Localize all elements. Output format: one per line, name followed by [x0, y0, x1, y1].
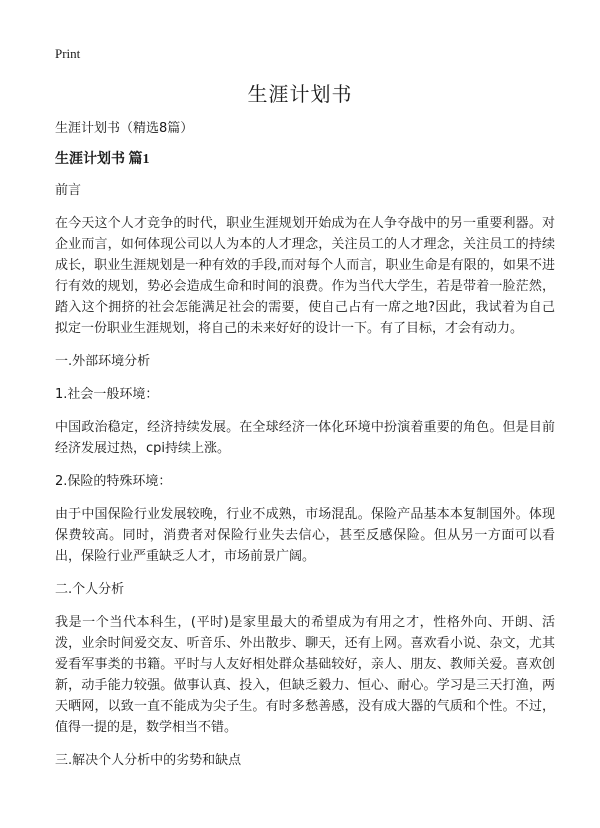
- document-body: [55, 118, 555, 771]
- subheading-social-environment: 1.社会一般环境：: [55, 387, 159, 402]
- heading-personal-analysis: 二.个人分析: [55, 582, 125, 597]
- personal-analysis-paragraph: 我是一个当代本科生，(平时)是家里最大的希望成为有用之才，性格外向、开朗、活泼，业余时间爱交友、听音乐、外出散步、聊天，还有上网。喜欢看小说、杂文，尤其爱看军事类的书籍。平时与人友好相处群众基础较好，亲人、朋友、教师关爱。喜欢创新，动手能力较强。做事认真、投入，但缺乏毅力、恒心、耐心。学习是三天打渔，两天晒网，以致一直不能成为尖子生。有时多愁善感，没有成大器的气质和个性。不过，值得一提的是，数学相当不错。: [55, 615, 555, 735]
- subheading-insurance-environment: 2.保险的特殊环境：: [55, 474, 172, 489]
- print-link[interactable]: Print: [55, 46, 81, 61]
- preface-label: 前言: [55, 183, 82, 198]
- insurance-environment-paragraph: 由于中国保险行业发展较晚，行业不成熟，市场混乱。保险产品基本本复制国外。体现保费较高。同时，消费者对保险行业失去信心，甚至反感保险。但从另一方面可以看出，保险行业严重缺乏人才，市场前景广阔。: [55, 507, 555, 564]
- section-heading: 生涯计划书 篇1: [55, 152, 150, 167]
- heading-weakness-solutions: 三.解决个人分析中的劣势和缺点: [55, 753, 242, 768]
- preface-paragraph: 在今天这个人才竞争的时代，职业生涯规划开始成为在人争夺战中的另一重要利器。对企业而言，如何体现公司以人为本的人才理念，关注员工的人才理念，关注员工的持续成长，职业生涯规划是一种有效的手段,而对每个人而言，职业生命是有限的，如果不进行有效的规划，势必会造成生命和时间的浪费。作为当代大学生，若是带着一脸茫然，踏入这个拥挤的社会怎能满足社会的需要，使自己占有一席之地?因此，我试着为自己拟定一份职业生涯规划，将自己的未来好好的设计一下。有了目标，才会有动力。: [55, 216, 555, 336]
- document-subtitle: 生涯计划书（精选8篇）: [55, 121, 194, 136]
- social-environment-paragraph: 中国政治稳定，经济持续发展。在全球经济一体化环境中扮演着重要的角色。但是目前经济发展过热，cpi持续上涨。: [55, 420, 555, 456]
- heading-external-environment: 一.外部环境分析: [55, 354, 151, 369]
- page-title: 生涯计划书: [247, 82, 353, 106]
